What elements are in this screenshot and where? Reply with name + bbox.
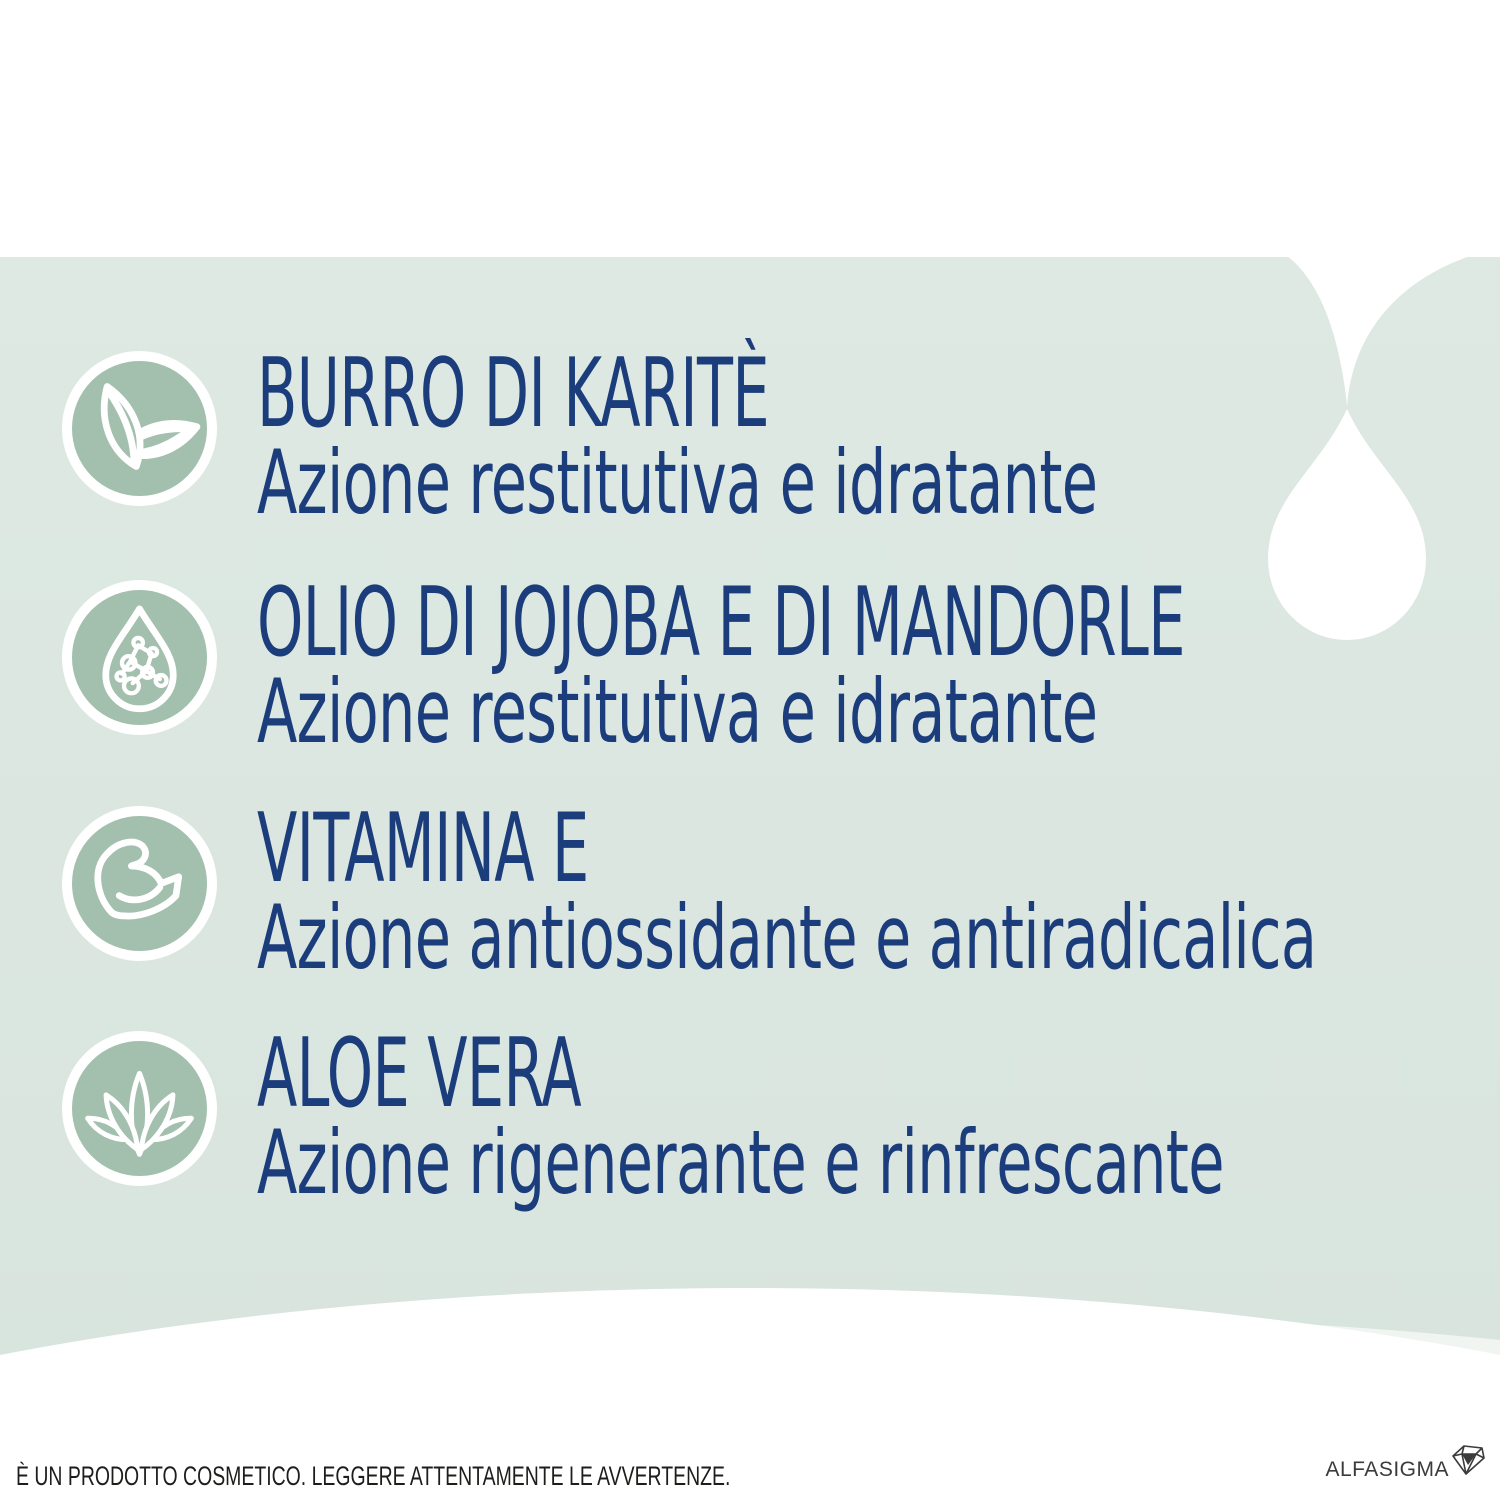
icon-circle xyxy=(62,580,217,735)
footer xyxy=(0,1442,1500,1500)
legal-disclaimer: È UN PRODOTTO COSMETICO. LEGGERE ATTENTAMENTE LE AVVERTENZE. xyxy=(16,1461,731,1491)
icon-circle xyxy=(62,806,217,961)
ingredient-row xyxy=(60,794,1500,989)
oil-drop-molecule-icon xyxy=(72,590,207,725)
almonds-icon xyxy=(72,361,207,496)
ingredient-row xyxy=(60,568,1500,763)
ingredient-title: VITAMINA E xyxy=(257,794,589,904)
ingredient-title: ALOE VERA xyxy=(257,1019,582,1129)
icon-circle xyxy=(62,351,217,506)
muscle-arm-icon xyxy=(72,816,207,951)
ingredient-row xyxy=(60,339,1500,534)
bottom-wave xyxy=(0,1288,1500,1442)
ingredient-description: Azione restitutiva e idratante xyxy=(257,431,1098,534)
diamond-gem-icon xyxy=(1450,1444,1486,1476)
brand-logo xyxy=(1325,1444,1486,1490)
ingredient-description: Azione restitutiva e idratante xyxy=(257,660,1098,763)
icon-circle xyxy=(62,1031,217,1186)
ingredient-title: BURRO DI KARITÈ xyxy=(257,339,769,449)
ingredient-row xyxy=(60,1019,1500,1214)
brand-name: ALFASIGMA xyxy=(1325,1458,1449,1481)
ingredient-description: Azione antiossidante e antiradicalica xyxy=(257,886,1317,989)
aloe-plant-icon xyxy=(72,1041,207,1176)
ingredient-title: OLIO DI JOJOBA E DI MANDORLE xyxy=(257,568,1185,678)
ingredient-description: Azione rigenerante e rinfrescante xyxy=(257,1111,1224,1214)
ingredients-panel xyxy=(0,257,1500,1442)
